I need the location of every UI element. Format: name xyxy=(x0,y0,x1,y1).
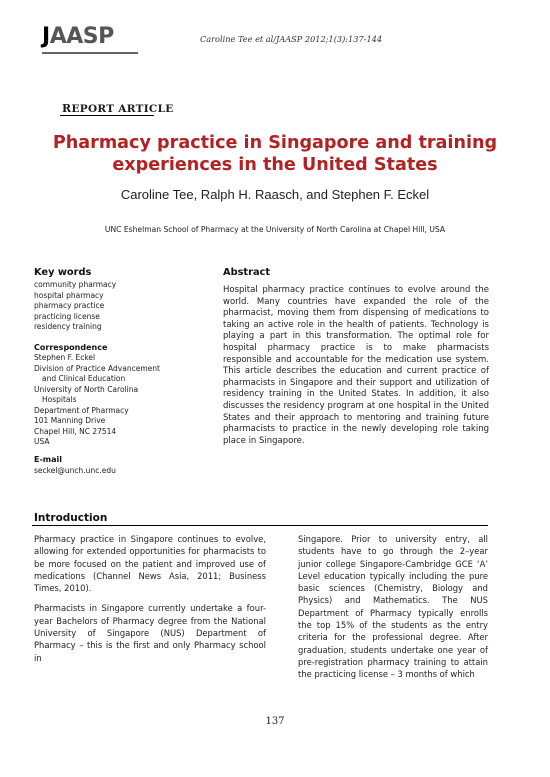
paragraph: Pharmacy practice in Singapore continues to evolve, allowing for extended opportunities for pharmacists to be more focused on the patient and improved use of medications (Channel News Asia, 2011; Business Times, 2010). xyxy=(34,534,266,594)
article-type-initial: R xyxy=(62,102,72,115)
correspondence-line: USA xyxy=(34,437,50,446)
logo-underline xyxy=(42,52,138,54)
authors: Caroline Tee, Ralph H. Raasch, and Stephen F. Eckel xyxy=(120,187,430,202)
abstract-text: Hospital pharmacy practice continues to evolve around the world. Many countries have expanded the role of the pharmacist, moving them from dispensing of medications to taking an active role in the health of patients. Technology is playing a part in this transformation. The optimal role for hospital pharmacy practice is to make pharmacists responsible and accountable for the medication use system. This article describes the education and current practice of pharmacists in Singapore and their support and utilization of residency training in the United States. In addition, it also discusses the residency program at one hospital in the United States and their approach to mentoring and training future pharmacists to practice in the newly developing role taking place in Singapore. xyxy=(223,285,489,446)
correspondence-line: Stephen F. Eckel xyxy=(34,353,96,362)
keyword-item: hospital pharmacy xyxy=(34,290,104,300)
keyword-item: practicing license xyxy=(34,311,100,321)
email-link[interactable]: seckel@unch.unc.edu xyxy=(34,466,116,475)
correspondence-line: 101 Manning Drive xyxy=(34,416,106,425)
correspondence-line: University of North Carolina xyxy=(34,384,139,394)
correspondence-line: Department of Pharmacy xyxy=(34,405,129,415)
affiliation: UNC Eshelman School of Pharmacy at the University of North Carolina at Chapel Hill, USA xyxy=(104,225,446,234)
correspondence-line: Division of Practice Advancement xyxy=(34,363,160,373)
journal-logo xyxy=(42,26,114,48)
article-type-rest: EPORT ARTICLE xyxy=(71,103,174,115)
introduction-heading: Introduction xyxy=(34,512,108,524)
correspondence-address xyxy=(34,353,204,448)
keywords-list xyxy=(34,280,204,333)
page-number: 137 xyxy=(265,716,285,727)
paragraph: Pharmacists in Singapore currently undertake a four-year Bachelors of Pharmacy degree from the National University of Singapore (NUS) Department of Pharmacy – this is the first and only Pharmacy school in xyxy=(34,603,266,663)
correspondence-heading: Correspondence xyxy=(34,343,108,352)
keyword-item: residency training xyxy=(34,322,102,331)
email-heading: E-mail xyxy=(34,455,63,464)
logo-initial: J xyxy=(42,24,50,49)
introduction-rule xyxy=(32,525,488,526)
correspondence-line: and Clinical Education xyxy=(42,374,126,383)
keywords-heading: Key words xyxy=(34,267,92,278)
paragraph: Singapore. Prior to university entry, all students have to go through the 2–year junior college Singapore-Cambridge GCE ‘A’ Level education typically including the pure basic sciences (Chemistry, Biology and Physics) and Mathematics. The NUS Department of Pharmacy typically enrolls the top 15% of the students as the entry criteria for the professional degree. After graduation, students undertake one year of pre-registration pharmacy training to attain the practicing license – 3 months of which xyxy=(298,534,488,680)
article-type xyxy=(62,102,174,115)
body-column-right xyxy=(298,533,488,689)
abstract-heading: Abstract xyxy=(223,267,271,278)
body-column-left xyxy=(34,533,266,672)
logo-rest: AASP xyxy=(49,24,114,49)
correspondence-line: Chapel Hill, NC 27514 xyxy=(34,426,117,436)
keyword-item: community pharmacy xyxy=(34,280,117,289)
article-type-underline xyxy=(60,115,154,116)
correspondence-line: Hospitals xyxy=(42,395,77,404)
article-title: Pharmacy practice in Singapore and training experiences in the United States xyxy=(52,133,498,175)
keyword-item: pharmacy practice xyxy=(34,301,105,310)
citation: Caroline Tee et al/JAASP 2012;1(3):137-144 xyxy=(200,34,383,44)
